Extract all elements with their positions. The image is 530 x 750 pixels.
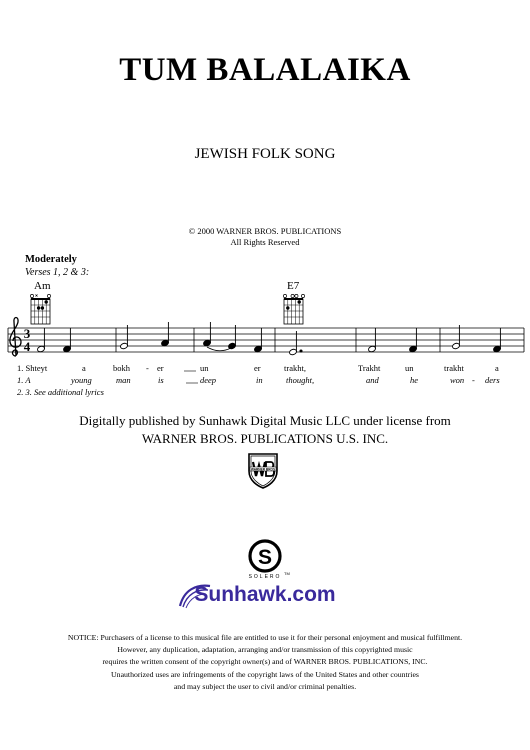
chord-diagram-am — [30, 294, 50, 324]
sunhawk-brand[interactable]: Sunhawk.com — [194, 583, 336, 606]
tempo-marking: Moderately — [25, 254, 77, 265]
chord-diagram-e7 — [283, 294, 304, 324]
trademark-mark: TM — [284, 571, 290, 576]
lyric: 1. A — [17, 375, 31, 385]
notice-line: However, any duplication, adaptation, arranging and/or transmission of this copyrighted music — [117, 645, 413, 655]
notice-line: and may subject the user to civil and/or criminal penalties. — [173, 681, 357, 691]
publisher-line: Digitally published by Sunhawk Digital Music LLC under license from — [79, 413, 451, 428]
chord-am-label: Am — [34, 280, 51, 292]
additional-lyrics-note: 2. 3. See additional lyrics — [17, 387, 104, 397]
solero-s-glyph: S — [257, 546, 273, 569]
lyric: he — [410, 375, 419, 385]
lyric: man — [116, 375, 131, 385]
lyric: un — [405, 363, 414, 373]
lyric: - — [146, 363, 149, 373]
song-subtitle: JEWISH FOLK SONG — [194, 146, 336, 162]
lyric: Trakht — [358, 363, 381, 373]
slur — [207, 347, 231, 351]
lyric: un — [200, 363, 209, 373]
legal-notice — [0, 632, 530, 693]
staff-lines — [8, 328, 524, 352]
lyric: a — [82, 363, 86, 373]
lyric: 1. Shteyt — [17, 363, 48, 373]
lyric: - — [472, 375, 475, 385]
lyric: and — [366, 375, 379, 385]
wb-shield-logo — [246, 451, 280, 489]
lyric: trakht, — [284, 363, 306, 373]
notes — [37, 322, 502, 356]
copyright-line: © 2000 WARNER BROS. PUBLICATIONS — [188, 226, 342, 236]
notice-line: NOTICE: Purchasers of a license to this musical file are entitled to use it for their personal enjoyment and musical fulfillment. — [67, 633, 463, 642]
lyric: ders — [485, 375, 500, 385]
lyric: deep — [200, 375, 217, 385]
lyric: thought, — [286, 375, 315, 385]
treble-clef-icon — [10, 318, 21, 357]
verses-label: Verses 1, 2 & 3: — [25, 267, 90, 278]
note — [228, 325, 237, 350]
rights-line: All Rights Reserved — [230, 237, 300, 247]
lyric: trakht — [444, 363, 464, 373]
lyric: won — [450, 375, 465, 385]
solero-label: SOLERO — [248, 574, 282, 580]
solero-logo — [233, 538, 297, 578]
lyric: a — [495, 363, 499, 373]
note — [452, 325, 461, 350]
lyric: bokh — [113, 363, 130, 373]
lyric: young — [71, 375, 92, 385]
lyric: in — [256, 375, 263, 385]
notice-line: Unauthorized uses are infringements of the copyright laws of the United States and other countries — [111, 669, 419, 679]
notice-line: requires the written consent of the copyright owner(s) and of WARNER BROS. PUBLICATIONS, INC. — [102, 657, 428, 667]
lyric: er — [157, 363, 164, 373]
song-title: TUM BALALAIKA — [119, 52, 411, 88]
time-signature-bottom: 4 — [23, 339, 31, 354]
lyric: er — [254, 363, 261, 373]
chord-e7-label: E7 — [287, 280, 300, 292]
publisher-line: WARNER BROS. PUBLICATIONS U.S. INC. — [141, 431, 389, 446]
note — [289, 331, 302, 356]
wb-logo-text: WARNER BROS — [250, 467, 276, 472]
note — [120, 325, 129, 350]
time-signature-top: 3 — [23, 326, 31, 341]
lyric: is — [158, 375, 164, 385]
